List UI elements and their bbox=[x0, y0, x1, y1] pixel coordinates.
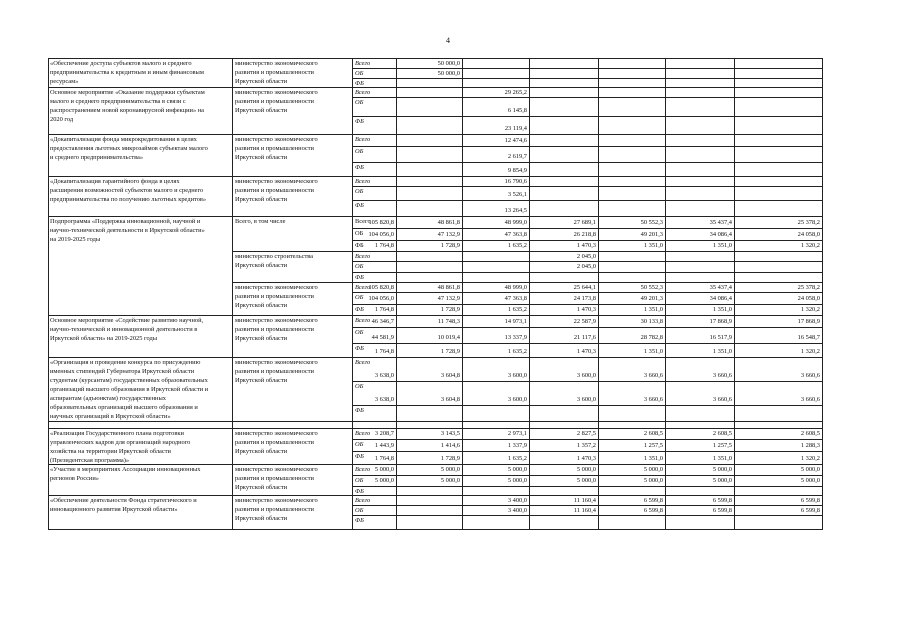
grid-line bbox=[352, 200, 822, 201]
budget-type-label: ФБ bbox=[355, 164, 364, 171]
budget-value: 2 619,7 bbox=[507, 153, 527, 160]
budget-value: 1 764,8 bbox=[374, 348, 394, 355]
budget-value: 2 608,5 bbox=[800, 430, 820, 437]
budget-value: 1 764,8 bbox=[374, 242, 394, 249]
budget-value: 1 764,8 bbox=[374, 306, 394, 313]
budget-value: 5 000,0 bbox=[507, 477, 527, 484]
budget-value: 3 400,0 bbox=[507, 497, 527, 504]
budget-value: 1 351,0 bbox=[712, 348, 732, 355]
budget-value: 5 000,0 bbox=[712, 466, 732, 473]
budget-type-label: Всего bbox=[355, 89, 371, 96]
budget-value: 1 414,6 bbox=[440, 442, 460, 449]
budget-type-label: Всего bbox=[355, 253, 371, 260]
budget-value: 1 635,2 bbox=[507, 455, 527, 462]
grid-line bbox=[462, 58, 463, 530]
grid-line bbox=[352, 451, 822, 452]
grid-line bbox=[352, 515, 822, 516]
budget-value: 1 351,0 bbox=[712, 455, 732, 462]
budget-value: 5 000,0 bbox=[374, 466, 394, 473]
budget-value: 44 581,9 bbox=[371, 334, 394, 341]
budget-value: 3 660,6 bbox=[712, 372, 732, 379]
budget-value: 24 058,0 bbox=[797, 231, 820, 238]
budget-type-label: ОБ bbox=[355, 99, 364, 106]
budget-type-label: ФБ bbox=[355, 345, 364, 352]
budget-value: 1 635,2 bbox=[507, 242, 527, 249]
grid-line bbox=[48, 421, 822, 422]
budget-value: 2 608,5 bbox=[712, 430, 732, 437]
grid-line bbox=[352, 343, 822, 344]
budget-value: 5 000,0 bbox=[800, 477, 820, 484]
measure-name: «Докапитализация фонда микрокредитования в целях предоставления льготных микрозаймов субъектам малого и среднего предпринимательства» bbox=[50, 136, 208, 161]
budget-value: 25 378,2 bbox=[797, 284, 820, 291]
budget-type-label: ОБ bbox=[355, 507, 364, 514]
grid-line bbox=[665, 58, 666, 530]
budget-value: 24 058,0 bbox=[797, 295, 820, 302]
budget-value: 47 132,9 bbox=[437, 295, 460, 302]
grid-line bbox=[352, 78, 822, 79]
grid-line bbox=[352, 97, 822, 98]
budget-value: 50 000,0 bbox=[437, 60, 460, 67]
grid-line bbox=[529, 58, 530, 530]
budget-value: 1 320,2 bbox=[800, 348, 820, 355]
budget-type-label: ОБ bbox=[355, 148, 364, 155]
grid-line bbox=[352, 146, 822, 147]
executor-name: министерство экономического развития и промышленности Иркутской области bbox=[235, 89, 318, 114]
budget-value: 1 351,0 bbox=[643, 348, 663, 355]
budget-value: 25 378,2 bbox=[797, 219, 820, 226]
budget-type-label: ФБ bbox=[355, 242, 364, 249]
budget-value: 3 660,6 bbox=[643, 372, 663, 379]
budget-value: 2 045,0 bbox=[576, 263, 596, 270]
grid-line bbox=[598, 58, 599, 530]
budget-value: 16 790,6 bbox=[504, 178, 527, 185]
budget-type-label: ОБ bbox=[355, 477, 364, 484]
budget-type-label: ФБ bbox=[355, 488, 364, 495]
budget-value: 105 820,8 bbox=[368, 219, 394, 226]
budget-type-label: ОБ bbox=[355, 263, 364, 270]
budget-value: 3 604,8 bbox=[440, 396, 460, 403]
budget-value: 1 320,2 bbox=[800, 242, 820, 249]
budget-value: 6 599,8 bbox=[712, 507, 732, 514]
budget-value: 1 351,0 bbox=[643, 306, 663, 313]
budget-value: 48 999,0 bbox=[504, 284, 527, 291]
budget-value: 9 854,9 bbox=[507, 167, 527, 174]
budget-value: 1 470,3 bbox=[576, 306, 596, 313]
budget-type-label: ОБ bbox=[355, 441, 364, 448]
budget-value: 3 600,0 bbox=[576, 396, 596, 403]
budget-value: 25 644,1 bbox=[573, 284, 596, 291]
budget-value: 6 599,8 bbox=[800, 507, 820, 514]
budget-value: 5 000,0 bbox=[576, 466, 596, 473]
budget-value: 2 608,5 bbox=[643, 430, 663, 437]
budget-type-label: Всего bbox=[355, 284, 371, 291]
budget-value: 46 346,7 bbox=[371, 318, 394, 325]
budget-value: 1 728,9 bbox=[440, 306, 460, 313]
budget-value: 12 474,6 bbox=[504, 137, 527, 144]
budget-value: 47 363,8 bbox=[504, 231, 527, 238]
budget-value: 29 265,2 bbox=[504, 89, 527, 96]
budget-value: 5 000,0 bbox=[800, 466, 820, 473]
budget-value: 50 552,3 bbox=[640, 284, 663, 291]
budget-value: 3 660,6 bbox=[643, 396, 663, 403]
budget-value: 1 728,9 bbox=[440, 242, 460, 249]
budget-value: 13 264,5 bbox=[504, 207, 527, 214]
budget-value: 1 470,3 bbox=[576, 348, 596, 355]
executor-name: министерство экономического развития и промышленности Иркутской области bbox=[235, 430, 318, 455]
budget-value: 13 337,9 bbox=[504, 334, 527, 341]
grid-line bbox=[352, 405, 822, 406]
budget-value: 2 827,5 bbox=[576, 430, 596, 437]
budget-value: 48 999,0 bbox=[504, 219, 527, 226]
budget-type-label: ФБ bbox=[355, 118, 364, 125]
budget-value: 5 000,0 bbox=[643, 466, 663, 473]
budget-value: 6 145,8 bbox=[507, 107, 527, 114]
budget-value: 49 201,3 bbox=[640, 295, 663, 302]
executor-name: министерство экономического развития и промышленности Иркутской области bbox=[235, 359, 318, 384]
budget-value: 47 132,9 bbox=[437, 231, 460, 238]
budget-value: 3 660,6 bbox=[712, 396, 732, 403]
budget-value: 26 218,8 bbox=[573, 231, 596, 238]
budget-value: 11 748,3 bbox=[437, 318, 460, 325]
budget-value: 3 638,0 bbox=[374, 372, 394, 379]
budget-value: 50 000,0 bbox=[437, 70, 460, 77]
budget-value: 48 861,8 bbox=[437, 284, 460, 291]
budget-value: 3 660,6 bbox=[800, 372, 820, 379]
budget-value: 17 868,9 bbox=[709, 318, 732, 325]
grid-line bbox=[352, 272, 822, 273]
budget-type-label: Всего bbox=[355, 317, 371, 324]
measure-name: Основное мероприятие «Оказание поддержки субъектам малого и среднего предпринимательства в связи с распространением новой коронавирусной инфекции» на 2020 год bbox=[50, 89, 205, 123]
budget-value: 1 351,0 bbox=[712, 306, 732, 313]
budget-value: 1 257,5 bbox=[712, 442, 732, 449]
grid-line bbox=[396, 58, 397, 530]
budget-value: 6 599,8 bbox=[643, 497, 663, 504]
budget-value: 1 728,9 bbox=[440, 348, 460, 355]
budget-value: 1 320,2 bbox=[800, 306, 820, 313]
budget-value: 3 600,0 bbox=[507, 372, 527, 379]
budget-value: 1 257,5 bbox=[643, 442, 663, 449]
budget-value: 48 861,8 bbox=[437, 219, 460, 226]
budget-value: 3 600,0 bbox=[507, 396, 527, 403]
budget-value: 49 201,3 bbox=[640, 231, 663, 238]
grid-line bbox=[352, 162, 822, 163]
budget-value: 1 764,8 bbox=[374, 455, 394, 462]
budget-value: 34 086,4 bbox=[709, 231, 732, 238]
budget-value: 1 351,0 bbox=[643, 242, 663, 249]
grid-line bbox=[352, 439, 822, 440]
budget-type-label: ОБ bbox=[355, 70, 364, 77]
budget-type-label: ФБ bbox=[355, 453, 364, 460]
budget-type-label: Всего bbox=[355, 466, 371, 473]
budget-value: 3 660,6 bbox=[800, 396, 820, 403]
executor-name: министерство экономического развития и промышленности Иркутской области bbox=[235, 317, 318, 342]
budget-value: 11 160,4 bbox=[573, 497, 596, 504]
budget-value: 30 133,8 bbox=[640, 318, 663, 325]
grid-line bbox=[352, 381, 822, 382]
budget-value: 10 019,4 bbox=[437, 334, 460, 341]
budget-value: 3 143,5 bbox=[440, 430, 460, 437]
budget-type-label: Всего bbox=[355, 218, 371, 225]
budget-value: 47 363,8 bbox=[504, 295, 527, 302]
budget-value: 105 820,8 bbox=[368, 284, 394, 291]
executor-name: министерство экономического развития и промышленности Иркутской области bbox=[235, 497, 318, 522]
budget-type-label: ОБ bbox=[355, 294, 364, 301]
budget-value: 3 208,7 bbox=[374, 430, 394, 437]
budget-value: 3 526,1 bbox=[507, 191, 527, 198]
grid-line bbox=[352, 186, 822, 187]
budget-value: 1 443,9 bbox=[374, 442, 394, 449]
budget-value: 14 973,1 bbox=[504, 318, 527, 325]
measure-name: «Организация и проведение конкурса по присуждению именных стипендий Губернатора Иркутской области студентам (курсантам) государственных образовательных организаций высшего образования в Иркутской области и аспирантам (адъюнктам) государственных образовательных организаций высшего образования и научных организаций в Иркутской области» bbox=[50, 359, 209, 420]
budget-value: 3 600,0 bbox=[576, 372, 596, 379]
budget-type-label: Всего bbox=[355, 136, 371, 143]
budget-value: 16 517,9 bbox=[709, 334, 732, 341]
budget-value: 5 000,0 bbox=[643, 477, 663, 484]
grid-line bbox=[352, 292, 822, 293]
budget-value: 28 782,8 bbox=[640, 334, 663, 341]
budget-value: 24 173,8 bbox=[573, 295, 596, 302]
budget-type-label: Всего bbox=[355, 60, 371, 67]
budget-value: 1 728,9 bbox=[440, 455, 460, 462]
budget-value: 35 437,4 bbox=[709, 284, 732, 291]
measure-name: «Реализация Государственного плана подготовки управленческих кадров для организаций народного хозяйства на территории Иркутской области (Президентская программа)» bbox=[50, 430, 191, 463]
budget-value: 22 587,9 bbox=[573, 318, 596, 325]
budget-value: 35 437,4 bbox=[709, 219, 732, 226]
measure-name: Основное мероприятие «Содействие развитию научной, научно-технической и инновационной деятельности в Иркутской области» на 2019-2025 годы bbox=[50, 317, 204, 342]
budget-value: 6 599,8 bbox=[712, 497, 732, 504]
budget-value: 5 000,0 bbox=[440, 466, 460, 473]
budget-value: 27 689,1 bbox=[573, 219, 596, 226]
budget-value: 1 635,2 bbox=[507, 348, 527, 355]
budget-value: 6 599,8 bbox=[643, 507, 663, 514]
budget-value: 1 337,9 bbox=[507, 442, 527, 449]
budget-value: 104 056,0 bbox=[368, 231, 394, 238]
grid-line bbox=[232, 58, 233, 530]
grid-line bbox=[48, 58, 49, 530]
budget-value: 1 470,3 bbox=[576, 242, 596, 249]
executor-name: министерство экономического развития и промышленности Иркутской области bbox=[235, 136, 318, 161]
budget-type-label: ФБ bbox=[355, 80, 364, 87]
measure-name: «Обеспечение доступа субъектов малого и среднего предпринимательства к кредитным и иным финансовым ресурсам» bbox=[50, 60, 204, 85]
page-number: 4 bbox=[446, 36, 450, 45]
budget-type-label: Всего bbox=[355, 430, 371, 437]
budget-type-label: Всего bbox=[355, 178, 371, 185]
budget-type-label: ФБ bbox=[355, 306, 364, 313]
budget-value: 3 400,0 bbox=[507, 507, 527, 514]
budget-type-label: Всего bbox=[355, 359, 371, 366]
budget-value: 5 000,0 bbox=[576, 477, 596, 484]
budget-type-label: ОБ bbox=[355, 329, 364, 336]
budget-type-label: ОБ bbox=[355, 188, 364, 195]
grid-line bbox=[48, 529, 822, 530]
measure-name: «Обеспечение деятельности Фонда стратегического и инновационного развития Иркутской области» bbox=[50, 497, 197, 513]
budget-type-label: ФБ bbox=[355, 517, 364, 524]
executor-name: министерство экономического развития и промышленности Иркутской области bbox=[235, 178, 318, 203]
grid-line bbox=[352, 327, 822, 328]
budget-value: 23 119,4 bbox=[504, 125, 527, 132]
measure-name: «Участие в мероприятиях Ассоциации инновационных регионов России» bbox=[50, 466, 201, 482]
grid-line bbox=[734, 58, 735, 530]
budget-value: 5 000,0 bbox=[374, 477, 394, 484]
executor-name: министерство экономического развития и промышленности Иркутской области bbox=[235, 284, 318, 309]
grid-line bbox=[822, 58, 823, 530]
budget-value: 2 973,1 bbox=[507, 430, 527, 437]
grid-line bbox=[352, 58, 353, 530]
budget-value: 104 056,0 bbox=[368, 295, 394, 302]
budget-value: 1 635,2 bbox=[507, 306, 527, 313]
executor-name: министерство экономического развития и промышленности Иркутской области bbox=[235, 60, 318, 85]
budget-value: 5 000,0 bbox=[440, 477, 460, 484]
budget-type-label: Всего bbox=[355, 497, 371, 504]
budget-value: 21 117,6 bbox=[573, 334, 596, 341]
measure-name: Подпрограмма «Поддержка инновационной, научной и научно-технической деятельности в Иркутской области» на 2019-2025 годы bbox=[50, 218, 205, 243]
budget-value: 1 320,2 bbox=[800, 455, 820, 462]
grid-line bbox=[352, 116, 822, 117]
budget-value: 2 045,0 bbox=[576, 253, 596, 260]
budget-value: 1 357,2 bbox=[576, 442, 596, 449]
budget-type-label: ФБ bbox=[355, 202, 364, 209]
budget-type-label: ОБ bbox=[355, 230, 364, 237]
budget-value: 3 638,0 bbox=[374, 396, 394, 403]
budget-value: 1 288,3 bbox=[800, 442, 820, 449]
budget-value: 6 599,8 bbox=[800, 497, 820, 504]
grid-line bbox=[352, 228, 822, 229]
budget-value: 3 604,8 bbox=[440, 372, 460, 379]
budget-type-label: ФБ bbox=[355, 407, 364, 414]
budget-value: 5 000,0 bbox=[507, 466, 527, 473]
budget-value: 50 552,3 bbox=[640, 219, 663, 226]
budget-value: 1 351,0 bbox=[712, 242, 732, 249]
executor-name: министерство строительства Иркутской области bbox=[235, 253, 314, 269]
budget-value: 16 548,7 bbox=[797, 334, 820, 341]
measure-name: «Докапитализация гарантийного фонда в целях расширения возможностей субъектов малого и среднего предпринимательства по получению льготных кредитов» bbox=[50, 178, 207, 203]
executor-name: министерство экономического развития и промышленности Иркутской области bbox=[235, 466, 318, 491]
budget-type-label: ОБ bbox=[355, 383, 364, 390]
budget-value: 34 086,4 bbox=[709, 295, 732, 302]
grid-line bbox=[352, 486, 822, 487]
budget-value: 17 868,9 bbox=[797, 318, 820, 325]
budget-value: 11 160,4 bbox=[573, 507, 596, 514]
budget-value: 5 000,0 bbox=[712, 477, 732, 484]
budget-value: 1 351,0 bbox=[643, 455, 663, 462]
executor-name: Всего, в том числе bbox=[235, 218, 286, 225]
budget-value: 1 470,3 bbox=[576, 455, 596, 462]
budget-type-label: ФБ bbox=[355, 274, 364, 281]
